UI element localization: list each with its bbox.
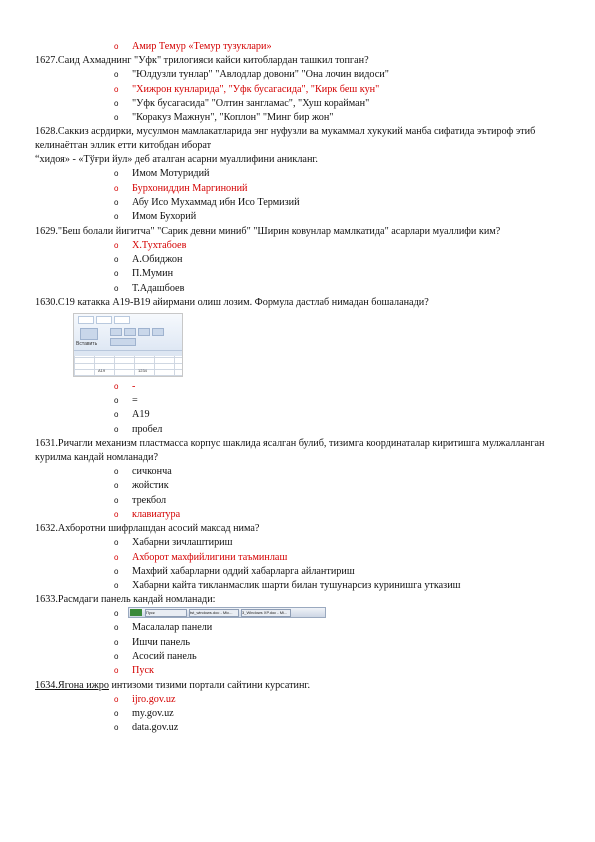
answer-option [114,465,595,479]
answer-option [114,607,595,621]
answer-option [114,494,595,508]
bullet-icon: o [114,183,119,193]
answer-option [114,267,595,281]
answer-option [114,636,595,650]
answer-option-text: П.Мумин [132,268,174,280]
bullet-icon: o [114,495,119,505]
question-1631-options [0,465,595,522]
answer-option [114,282,595,296]
bullet-icon: o [114,42,119,51]
answer-option [114,68,595,82]
answer-option-text: Асосий панель [132,651,197,663]
taskbar-screenshot [128,607,326,618]
border-icon [152,328,164,336]
question-1630: 1630.С19 катакка А19-В19 айирмани олиш лозим. Формула дастлаб нимадан бошаланади? [35,296,429,308]
bullet-icon: o [114,198,119,208]
question-1627-options [0,68,595,125]
answer-option [114,621,595,635]
answer-option-text: А.Обиджон [132,253,183,265]
bullet-icon: o [114,623,119,633]
answer-option-text: клавиатура [132,508,181,520]
answer-option [114,565,595,579]
answer-option-text: Ишчи панель [132,636,191,648]
ribbon-tab [96,316,112,324]
answer-option-text: трекбол [132,494,167,506]
bullet-icon: o [114,169,119,179]
answer-option [114,253,595,267]
start-button-icon [130,609,142,616]
question-1626-options [0,40,595,54]
answer-option-text: ijro.gov.uz [132,693,176,705]
answer-option [114,579,595,593]
question-1634-options [0,693,595,736]
bullet-icon: o [114,552,119,562]
answer-option [114,40,595,54]
answer-option [114,508,595,522]
italic-icon [124,328,136,336]
bullet-icon: o [114,381,119,391]
bullet-icon: o [114,666,119,676]
ribbon-tab [78,316,94,324]
bullet-icon: o [114,70,119,80]
answer-option [114,380,595,394]
bullet-icon: o [114,467,119,477]
bullet-icon: o [114,581,119,591]
answer-option-text: Абу Исо Мухаммад ибн Исо Термизий [132,197,300,209]
answer-option-text: = [132,395,138,407]
excel-ribbon [74,314,182,351]
paste-label: Вставить [76,340,98,347]
bullet-icon: o [114,694,119,704]
bullet-icon: o [114,396,119,406]
bullet-icon: o [114,98,119,108]
answer-option [114,693,595,707]
bullet-icon: o [114,708,119,718]
answer-option [114,111,595,125]
answer-option-text: сичконча [132,466,172,478]
answer-option-text: Хабарни зичлаштириш [132,537,233,549]
answer-option-text: "Хижрон кунларида", "Уфк бусагасида", "Кирк беш кун" [132,83,380,95]
answer-option [114,239,595,253]
answer-option-text: Ахборот махфийлигини таъминлаш [132,551,288,563]
taskbar-item: tst_windows.doc - Mic... [189,609,239,617]
answer-option [114,423,595,437]
answer-option [114,83,595,97]
question-1629: 1629."Беш болали йигитча" "Сарик девни миниб" "Ширин ковунлар мамлкатида" асарлари муаллифи ким? [35,225,501,237]
bullet-icon: o [114,723,119,733]
question-1632-options [0,536,595,593]
bullet-icon: o [114,283,119,293]
excel-screenshot [73,313,183,377]
underline-icon [138,328,150,336]
answer-option-text: Хабарни кайта тикланмаслик шарти билан тушунарсиз куринишга утказиш [132,580,461,592]
answer-option [114,210,595,224]
answer-option [114,707,595,721]
question-1631: 1631.Ричагли механизм пластмасса корпус шаклида ясалган булиб, тизимга координаталар киритишга мулжалланган курилма кандай номланади? [35,438,545,464]
paste-icon [80,328,98,340]
cell-b19: 1234 [138,367,147,373]
bullet-icon: o [114,652,119,662]
answer-option-text: "Уфк бусагасида" "Олтин зангламас", "Хуш корайман" [132,97,370,109]
question-1632: 1632.Ахборотни шифрлашдан асосий максад нима? [35,523,260,535]
bullet-icon: o [114,212,119,222]
answer-option [114,97,595,111]
bullet-icon: o [114,424,119,434]
question-1627: 1627.Саид Ахмаднинг "Уфк" трилогияси кайси китоблардан ташкил топган? [35,55,369,67]
question-1634-lead: 1634.Ягона ижро [35,679,109,691]
answer-option [114,721,595,735]
taskbar-item: Пуск [145,609,187,617]
answer-option-text: Бурхониддин Маргиноний [132,182,248,194]
bullet-icon: o [114,410,119,420]
answer-option-text: Имом Бухорий [132,211,197,223]
question-1634 [35,679,565,693]
bullet-icon: o [114,481,119,491]
bullet-icon: o [114,509,119,519]
bullet-icon: o [114,84,119,94]
answer-option [114,394,595,408]
answer-option-text: Махфий хабарларни оддий хабарларга айлантириш [132,565,355,577]
answer-option-text: жойстик [132,480,169,492]
answer-option-text: пробел [132,423,163,435]
answer-option-text: data.gov.uz [132,722,179,734]
taskbar-item: 3_Windows XP.doc - Mi... [241,609,291,617]
question-1628-line1: 1628.Саккиз асрдирки, мусулмон мамлакатларида энг нуфузли ва мукаммал хукукий манба сифатида эътироф этиб келинаётган эллик етти китобдан иборат [35,126,536,152]
font-color-icon [110,338,136,346]
cell-a19: A19 [98,367,106,373]
answer-option [114,536,595,550]
question-1628-line2: “хидоя» - «Тўғри йул» деб аталган асарни муаллифини аникланг. [35,154,318,166]
answer-option [114,479,595,493]
answer-option-text: "Юлдузли тунлар" "Авлодлар довони" "Она лочин видоси" [132,69,389,81]
answer-option-text: Пуск [132,665,154,677]
question-1634-text: интизоми тизими портали сайтини курсатинг. [108,679,311,691]
answer-option [114,167,595,181]
answer-option-text: - [132,380,136,392]
test-page [0,40,595,736]
bullet-icon: o [114,113,119,123]
bullet-icon: o [114,240,119,250]
answer-option [114,182,595,196]
question-1628-options [0,167,595,224]
bullet-icon: o [114,637,119,647]
bullet-icon: o [114,609,119,619]
answer-option [114,650,595,664]
answer-option [114,664,595,678]
ribbon-tab [114,316,130,324]
bullet-icon: o [114,566,119,576]
answer-option [114,196,595,210]
answer-option-text: my.gov.uz [132,707,174,719]
question-1629-options [0,239,595,296]
question-1630-options [0,380,595,437]
answer-option-text: Масалалар панели [132,622,213,634]
answer-option-text: "Коракуз Мажнун", "Коплон" "Минг бир жон" [132,112,334,124]
excel-column-header [74,351,182,356]
question-1633: 1633.Расмдаги панель кандай номланади: [35,594,216,606]
answer-option-text: Х.Тухтабоев [132,239,187,251]
answer-option [114,408,595,422]
answer-option [114,551,595,565]
answer-option-text: Т.Адашбоев [132,282,185,294]
bullet-icon: o [114,269,119,279]
answer-option-text: Амир Темур «Темур тузуклари» [132,41,272,52]
question-1633-options [0,607,595,678]
answer-option-text: A19 [132,409,150,421]
bullet-icon: o [114,538,119,548]
bold-icon [110,328,122,336]
bullet-icon: o [114,254,119,264]
answer-option-text: Имом Мотуридий [132,168,210,180]
